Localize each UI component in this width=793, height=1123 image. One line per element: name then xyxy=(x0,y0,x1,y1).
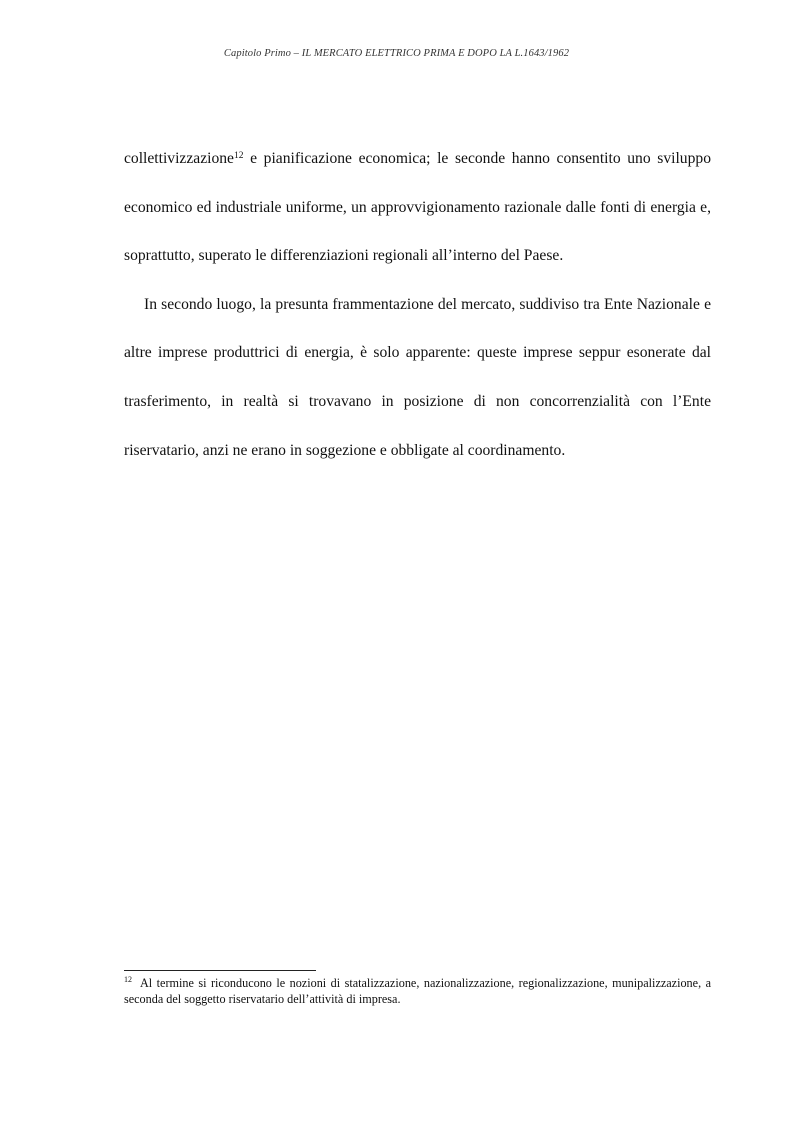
footnote-number: 12 xyxy=(124,975,132,985)
paragraph-2: In secondo luogo, la presunta frammentazione del mercato, suddiviso tra Ente Nazionale e altre imprese produttrici di energia, è solo apparente: queste imprese seppur esonerate dal trasferimento, in realtà si trovavano in posizione di non concorrenzialità con l’Ente riservatario, anzi ne erano in soggezione e obbligate al coordinamento. xyxy=(124,295,711,459)
main-text xyxy=(124,135,711,475)
footnote-text: Al termine si riconducono le nozioni di statalizzazione, nazionalizzazione, regionalizzazione, munipalizzazione, a seconda del soggetto riservatario dell’attività di impresa. xyxy=(124,976,711,1006)
paragraph-1-rest: e pianificazione economica; le seconde hanno consentito uno sviluppo economico ed industriale uniforme, un approvvigionamento razionale dalle fonti di energia e, soprattutto, superato le differenziazioni regionali all’interno del Paese. xyxy=(124,150,711,265)
running-header: Capitolo Primo – IL MERCATO ELETTRICO PRIMA E DOPO LA L.1643/1962 xyxy=(223,48,570,59)
paragraph-1-start: collettivizzazione xyxy=(124,150,234,167)
paragraph-1 xyxy=(124,135,711,281)
footnote-reference[interactable]: 12 xyxy=(233,150,244,161)
footnote-12 xyxy=(124,976,711,1007)
footnote-separator xyxy=(124,970,316,971)
